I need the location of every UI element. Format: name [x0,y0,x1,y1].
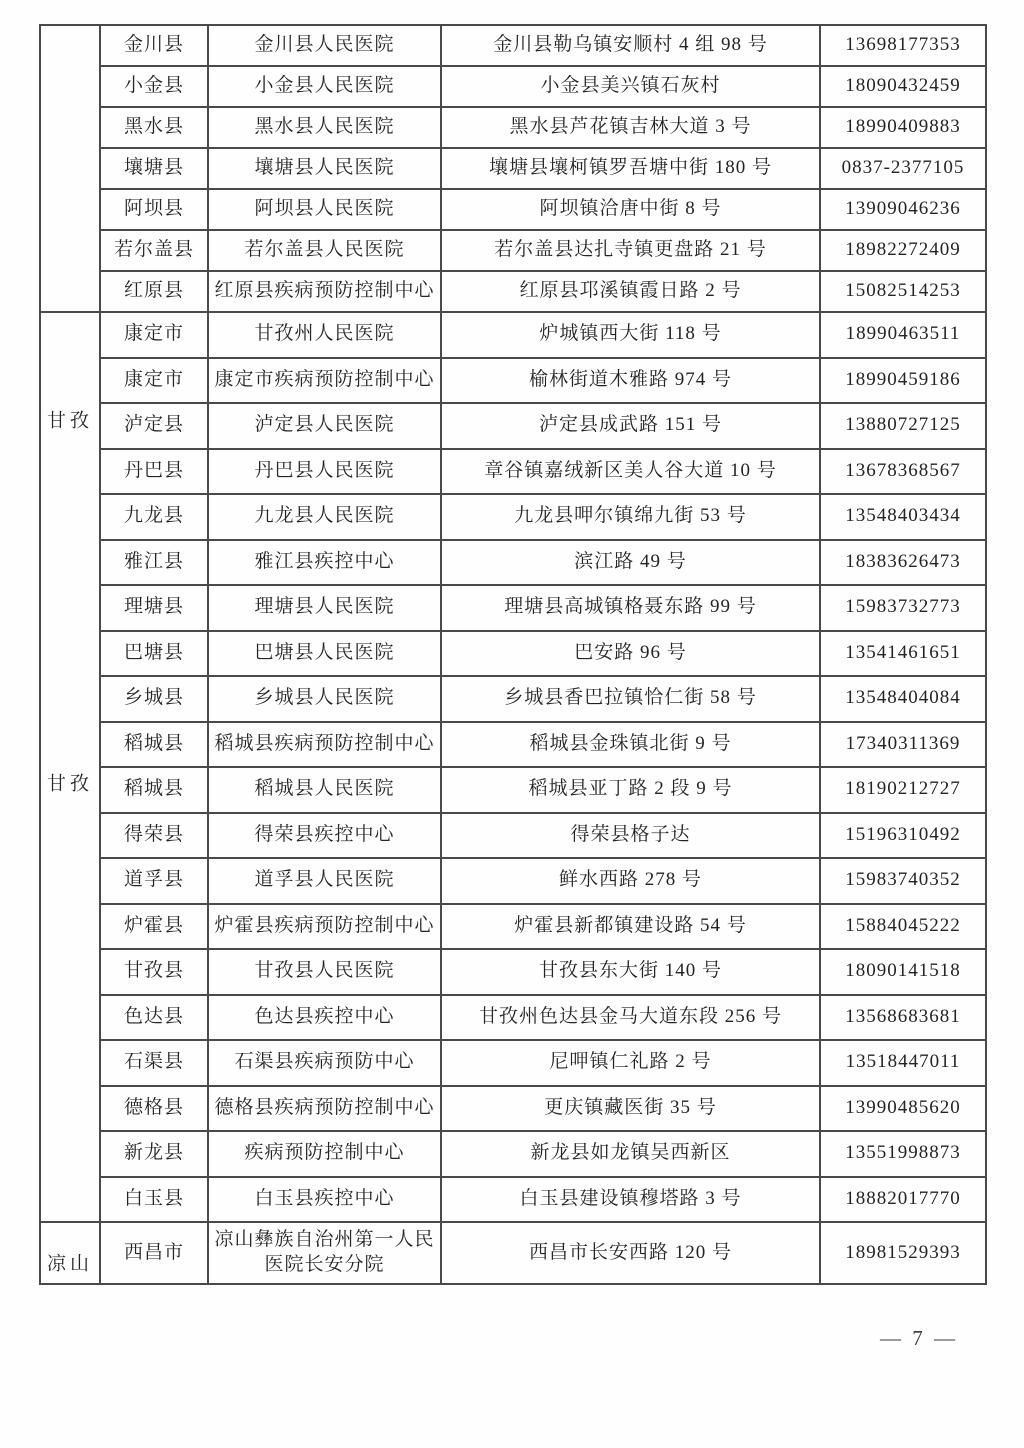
table-row [41,404,987,450]
table-body [41,26,987,1285]
county-cell: 德格县 [101,1087,209,1133]
region-cell [41,313,101,1223]
institution-cell: 甘孜县人民医院 [209,950,442,996]
county-cell: 小金县 [101,67,209,108]
phone-cell: 18990463511 [821,313,987,359]
phone-cell: 15983740352 [821,859,987,905]
address-cell: 乡城县香巴拉镇恰仁街 58 号 [442,677,821,723]
institution-cell: 理塘县人民医院 [209,586,442,632]
table-row [41,450,987,496]
county-cell: 黑水县 [101,108,209,149]
address-cell: 红原县邛溪镇霞日路 2 号 [442,272,821,313]
address-cell: 新龙县如龙镇吴西新区 [442,1132,821,1178]
table-row [41,905,987,951]
institution-cell: 雅江县疾控中心 [209,541,442,587]
address-cell: 炉城镇西大街 118 号 [442,313,821,359]
county-cell: 理塘县 [101,586,209,632]
county-cell: 丹巴县 [101,450,209,496]
institution-cell: 阿坝县人民医院 [209,190,442,231]
phone-cell: 15884045222 [821,905,987,951]
table-row [41,1041,987,1087]
table-row [41,67,987,108]
address-cell: 黑水县芦花镇吉林大道 3 号 [442,108,821,149]
address-cell: 甘孜县东大街 140 号 [442,950,821,996]
phone-cell: 17340311369 [821,723,987,769]
phone-cell: 18383626473 [821,541,987,587]
phone-cell: 13548403434 [821,495,987,541]
table-row [41,859,987,905]
institution-cell: 金川县人民医院 [209,26,442,67]
institution-cell: 炉霍县疾病预防控制中心 [209,905,442,951]
table-row [41,108,987,149]
address-cell: 甘孜州色达县金马大道东段 256 号 [442,996,821,1042]
address-cell: 稻城县亚丁路 2 段 9 号 [442,768,821,814]
county-cell: 道孚县 [101,859,209,905]
institution-cell: 丹巴县人民医院 [209,450,442,496]
table-row [41,768,987,814]
county-cell: 得荣县 [101,814,209,860]
institution-cell: 壤塘县人民医院 [209,149,442,190]
table-row [41,272,987,313]
table-row [41,1223,987,1285]
phone-cell: 13541461651 [821,632,987,678]
table-row [41,950,987,996]
county-cell: 康定市 [101,359,209,405]
county-cell: 雅江县 [101,541,209,587]
phone-cell: 13551998873 [821,1132,987,1178]
phone-cell: 18090432459 [821,67,987,108]
county-cell: 阿坝县 [101,190,209,231]
county-cell: 稻城县 [101,768,209,814]
address-cell: 滨江路 49 号 [442,541,821,587]
address-cell: 白玉县建设镇穆塔路 3 号 [442,1178,821,1224]
address-cell: 尼呷镇仁礼路 2 号 [442,1041,821,1087]
table-row [41,541,987,587]
county-cell: 红原县 [101,272,209,313]
address-cell: 壤塘县壤柯镇罗吾塘中街 180 号 [442,149,821,190]
table-row [41,814,987,860]
institution-cell: 泸定县人民医院 [209,404,442,450]
institution-cell: 九龙县人民医院 [209,495,442,541]
institution-cell: 德格县疾病预防控制中心 [209,1087,442,1133]
county-cell: 甘孜县 [101,950,209,996]
phone-cell: 13678368567 [821,450,987,496]
county-cell: 壤塘县 [101,149,209,190]
county-cell: 康定市 [101,313,209,359]
address-cell: 理塘县高城镇格聂东路 99 号 [442,586,821,632]
county-cell: 石渠县 [101,1041,209,1087]
address-cell: 更庆镇藏医街 35 号 [442,1087,821,1133]
phone-cell: 18090141518 [821,950,987,996]
table-row [41,996,987,1042]
institution-cell: 疾病预防控制中心 [209,1132,442,1178]
phone-cell: 15082514253 [821,272,987,313]
county-cell: 乡城县 [101,677,209,723]
table-row [41,1132,987,1178]
region-label: 甘孜 [46,773,94,795]
address-cell: 阿坝镇洽唐中街 8 号 [442,190,821,231]
table-row [41,359,987,405]
institution-cell: 小金县人民医院 [209,67,442,108]
phone-cell: 13518447011 [821,1041,987,1087]
institution-cell: 得荣县疾控中心 [209,814,442,860]
institution-cell: 色达县疾控中心 [209,996,442,1042]
region-cell [41,1223,101,1285]
county-cell: 稻城县 [101,723,209,769]
phone-cell: 18990409883 [821,108,987,149]
region-label: 凉山 [46,1253,94,1275]
address-cell: 九龙县呷尔镇绵九街 53 号 [442,495,821,541]
phone-cell: 13698177353 [821,26,987,67]
institution-cell: 甘孜州人民医院 [209,313,442,359]
county-cell: 巴塘县 [101,632,209,678]
address-cell: 章谷镇嘉绒新区美人谷大道 10 号 [442,450,821,496]
phone-cell: 18882017770 [821,1178,987,1224]
table-row [41,26,987,67]
county-cell: 泸定县 [101,404,209,450]
institution-cell: 道孚县人民医院 [209,859,442,905]
table-row [41,677,987,723]
table-row [41,231,987,272]
region-cell [41,26,101,313]
phone-cell: 18982272409 [821,231,987,272]
table-row [41,586,987,632]
county-cell: 白玉县 [101,1178,209,1224]
county-cell: 西昌市 [101,1223,209,1285]
address-cell: 泸定县成武路 151 号 [442,404,821,450]
phone-cell: 15983732773 [821,586,987,632]
address-cell: 若尔盖县达扎寺镇更盘路 21 号 [442,231,821,272]
institution-cell: 若尔盖县人民医院 [209,231,442,272]
table-row [41,149,987,190]
address-cell: 巴安路 96 号 [442,632,821,678]
table-row [41,1178,987,1224]
institution-cell: 稻城县人民医院 [209,768,442,814]
county-cell: 金川县 [101,26,209,67]
phone-cell: 13880727125 [821,404,987,450]
institution-cell: 巴塘县人民医院 [209,632,442,678]
county-cell: 若尔盖县 [101,231,209,272]
phone-cell: 18990459186 [821,359,987,405]
phone-cell: 18190212727 [821,768,987,814]
address-cell: 小金县美兴镇石灰村 [442,67,821,108]
institution-cell: 石渠县疾病预防中心 [209,1041,442,1087]
address-cell: 金川县勒乌镇安顺村 4 组 98 号 [442,26,821,67]
table-row [41,723,987,769]
phone-cell: 15196310492 [821,814,987,860]
address-cell: 鲜水西路 278 号 [442,859,821,905]
county-cell: 九龙县 [101,495,209,541]
address-cell: 得荣县格子达 [442,814,821,860]
address-cell: 炉霍县新都镇建设路 54 号 [442,905,821,951]
institution-cell: 黑水县人民医院 [209,108,442,149]
institution-cell: 白玉县疾控中心 [209,1178,442,1224]
address-cell: 榆林街道木雅路 974 号 [442,359,821,405]
contact-table [39,24,987,1285]
table-row [41,495,987,541]
address-cell: 稻城县金珠镇北街 9 号 [442,723,821,769]
phone-cell: 13909046236 [821,190,987,231]
table-row [41,313,987,359]
institution-cell: 康定市疾病预防控制中心 [209,359,442,405]
institution-cell: 乡城县人民医院 [209,677,442,723]
table-row [41,632,987,678]
region-label: 甘孜 [46,410,94,432]
table-row [41,1087,987,1133]
page-number: — 7 — [880,1326,958,1350]
county-cell: 炉霍县 [101,905,209,951]
institution-cell: 稻城县疾病预防控制中心 [209,723,442,769]
phone-cell: 13990485620 [821,1087,987,1133]
phone-cell: 13548404084 [821,677,987,723]
county-cell: 色达县 [101,996,209,1042]
institution-cell: 凉山彝族自治州第一人民医院长安分院 [209,1223,442,1285]
address-cell: 西昌市长安西路 120 号 [442,1223,821,1285]
phone-cell: 0837-2377105 [821,149,987,190]
table-row [41,190,987,231]
phone-cell: 13568683681 [821,996,987,1042]
county-cell: 新龙县 [101,1132,209,1178]
phone-cell: 18981529393 [821,1223,987,1285]
institution-cell: 红原县疾病预防控制中心 [209,272,442,313]
